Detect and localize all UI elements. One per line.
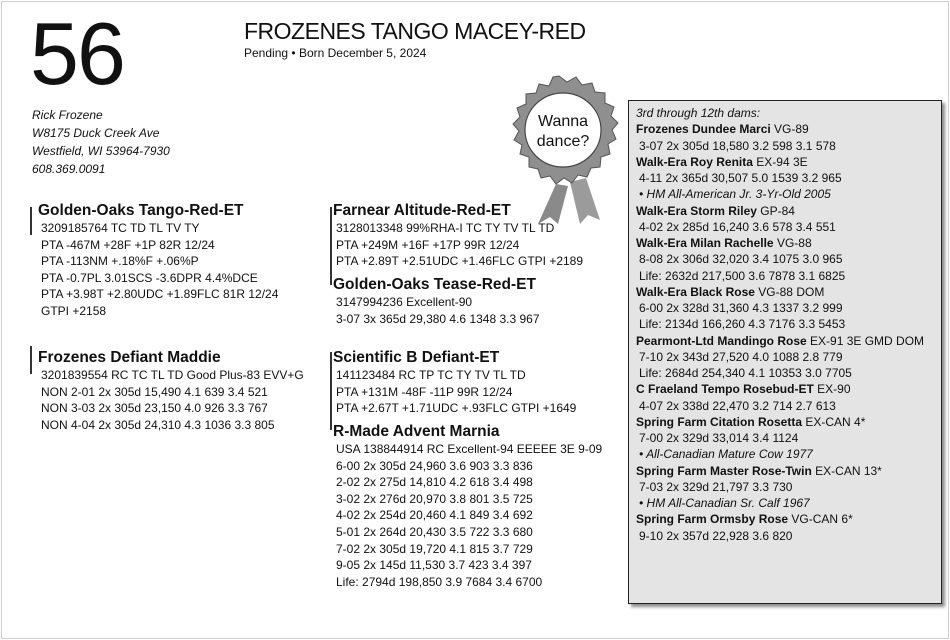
sire-dam-line: 3147994236 Excellent-90 bbox=[336, 295, 473, 309]
ancestral-dams-box bbox=[628, 100, 942, 604]
consignor-block bbox=[32, 106, 170, 178]
bullet-separator: • bbox=[291, 46, 296, 60]
dam-entry-record: 8-08 2x 306d 32,020 3.4 1075 3.0 965 bbox=[639, 252, 843, 267]
sire-sire-name: Farnear Altitude-Red-ET bbox=[333, 202, 511, 219]
dam-entry-name: Walk-Era Roy Renita EX-94 3E bbox=[636, 154, 808, 169]
dam-entry-score: EX-94 3E bbox=[756, 154, 808, 169]
pedigree-dam-dam bbox=[333, 423, 602, 590]
dams-box-header: 3rd through 12th dams: bbox=[636, 106, 761, 120]
dam-entry-name: Walk-Era Storm Riley GP-84 bbox=[636, 203, 795, 218]
lot-number: 56 bbox=[30, 4, 124, 103]
dam-entry-honor: • All-Canadian Mature Cow 1977 bbox=[639, 447, 813, 462]
dam-entry-name: Walk-Era Black Rose VG-88 DOM bbox=[636, 284, 825, 299]
sire-line: PTA +3.98T +2.80UDC +1.89FLC 81R 12/24 bbox=[41, 287, 279, 302]
dam-line: NON 4-04 2x 305d 24,310 4.3 1036 3.3 805 bbox=[41, 417, 275, 432]
dam-entry-record: 3-07 2x 305d 18,580 3.2 598 3.1 578 bbox=[639, 138, 836, 153]
sire-sire-line: PTA +2.89T +2.51UDC +1.46FLC GTPI +2189 bbox=[336, 254, 584, 269]
dam-entry-score: VG-88 DOM bbox=[758, 284, 825, 299]
dam-entry-score: VG-89 bbox=[774, 122, 809, 137]
dam-line: NON 3-03 2x 305d 23,150 4.0 926 3.3 767 bbox=[41, 401, 268, 416]
consignor-phone: 608.369.0091 bbox=[32, 162, 106, 176]
sire-dam-line: 3-07 3x 365d 29,380 4.6 1348 3.3 967 bbox=[336, 311, 540, 326]
dam-dam-name: R-Made Advent Marnia bbox=[333, 423, 500, 440]
dam-line: NON 2-01 2x 305d 15,490 4.1 639 3.4 521 bbox=[41, 384, 268, 399]
animal-subtitle bbox=[244, 46, 426, 60]
dam-dam-line: 3-02 2x 276d 20,970 3.8 801 3.5 725 bbox=[336, 491, 533, 506]
consignor-name: Rick Frozene bbox=[32, 108, 103, 122]
pedigree-bar-sire-sire bbox=[330, 207, 332, 285]
dam-name: Frozenes Defiant Maddie bbox=[38, 349, 221, 366]
dam-entry-score: VG-88 bbox=[776, 236, 812, 250]
pedigree-dam bbox=[38, 349, 304, 433]
dam-entry-name: Spring Farm Citation Rosetta EX-CAN 4* bbox=[636, 414, 866, 429]
dam-entry-name: Pearmont-Ltd Mandingo Rose EX-91 3E GMD DOM bbox=[636, 333, 925, 348]
pedigree-sire-dam bbox=[333, 276, 540, 327]
dam-entry-lifetime: Life: 2134d 166,260 4.3 7176 3.3 5453 bbox=[639, 317, 846, 332]
dam-entry-honor: • HM All-Canadian Sr. Calf 1967 bbox=[639, 496, 810, 510]
dam-entry-score: EX-90 bbox=[817, 382, 851, 397]
sire-name: Golden-Oaks Tango-Red-ET bbox=[38, 202, 244, 219]
sire-line: GTPI +2158 bbox=[41, 303, 107, 318]
dam-entry-record: 6-00 2x 328d 31,360 4.3 1337 3.2 999 bbox=[639, 301, 843, 315]
sire-dam-name: Golden-Oaks Tease-Red-ET bbox=[333, 276, 536, 293]
pedigree-bar-sire bbox=[30, 207, 32, 235]
sire-sire-line: 3128013348 99%RHA-I TC TY TV TL TD bbox=[336, 221, 555, 235]
dam-entry-record: 4-07 2x 338d 22,470 3.2 714 2.7 613 bbox=[639, 398, 836, 413]
dam-entry-lifetime: Life: 2684d 254,340 4.1 10353 3.0 7705 bbox=[639, 366, 852, 380]
dam-dam-line: 9-05 2x 145d 11,530 3.7 423 3.4 397 bbox=[336, 558, 532, 573]
dam-entry-name: Spring Farm Master Rose-Twin EX-CAN 13* bbox=[636, 463, 882, 478]
dam-entry-record: 7-03 2x 329d 21,797 3.3 730 bbox=[639, 479, 793, 494]
dam-entry-score: EX-91 3E GMD DOM bbox=[810, 333, 925, 348]
dam-entry-record: 9-10 2x 357d 22,928 3.6 820 bbox=[639, 528, 793, 543]
dam-dam-line: USA 138844914 RC Excellent-94 EEEEE 3E 9-09 bbox=[336, 442, 603, 456]
dam-entry-record: 4-02 2x 285d 16,240 3.6 578 3.4 551 bbox=[639, 219, 836, 234]
dam-entry-name: Spring Farm Ormsby Rose VG-CAN 6* bbox=[636, 512, 853, 527]
dam-entry-lifetime: Life: 2632d 217,500 3.6 7878 3.1 6825 bbox=[639, 268, 846, 283]
pedigree-dam-sire bbox=[333, 349, 576, 417]
dam-entry-honor: • HM All-American Jr. 3-Yr-Old 2005 bbox=[639, 187, 831, 202]
dam-dam-line: 4-02 2x 254d 20,460 4.1 849 3.4 692 bbox=[336, 508, 533, 523]
dam-entry-record: 7-10 2x 343d 27,520 4.0 1088 2.8 779 bbox=[639, 349, 843, 364]
consignor-city: Westfield, WI 53964-7930 bbox=[32, 144, 170, 158]
sire-line: PTA -0.7PL 3.01SCS -3.6DPR 4.4%DCE bbox=[41, 270, 258, 285]
dam-entry-record: 4-11 2x 365d 30,507 5.0 1539 3.2 965 bbox=[639, 171, 842, 185]
sire-sire-line: PTA +249M +16F +17P 99R 12/24 bbox=[336, 237, 520, 252]
dam-entry-record: 7-00 2x 329d 33,014 3.4 1124 bbox=[639, 431, 799, 445]
dam-entry-score: EX-CAN 13* bbox=[815, 463, 882, 478]
animal-name: FROZENES TANGO MACEY-RED bbox=[244, 18, 586, 44]
sire-line: PTA -467M +28F +1P 82R 12/24 bbox=[41, 237, 215, 252]
pedigree-sire-sire bbox=[333, 202, 583, 270]
dam-dam-line: 6-00 2x 305d 24,960 3.6 903 3.3 836 bbox=[336, 458, 533, 473]
consignor-address: W8175 Duck Creek Ave bbox=[32, 126, 160, 140]
dam-sire-line: 141123484 RC TP TC TY TV TL TD bbox=[336, 368, 526, 382]
dam-dam-line: 7-02 2x 305d 19,720 4.1 815 3.7 729 bbox=[336, 541, 533, 556]
dam-dam-line: 5-01 2x 264d 20,430 3.5 722 3.3 680 bbox=[336, 524, 533, 539]
dam-dam-line: Life: 2794d 198,850 3.9 7684 3.4 6700 bbox=[336, 574, 543, 589]
dam-entry-score: EX-CAN 4* bbox=[805, 414, 866, 429]
sire-line: 3209185764 TC TD TL TV TY bbox=[41, 221, 200, 235]
dam-entry-score: GP-84 bbox=[760, 203, 795, 218]
dam-entry-name: Walk-Era Milan Rachelle VG-88 bbox=[636, 236, 812, 250]
dam-entry-name: Frozenes Dundee Marci VG-89 bbox=[636, 122, 809, 137]
pedigree-sire bbox=[38, 202, 278, 320]
ribbon-line2: dance? bbox=[536, 133, 590, 150]
dam-sire-name: Scientific B Defiant-ET bbox=[333, 349, 500, 366]
dam-line: 3201839554 RC TC TL TD Good Plus-83 EVV+G bbox=[41, 368, 304, 382]
dam-sire-line: PTA +131M -48F -11P 99R 12/24 bbox=[336, 384, 513, 399]
dam-entry-score: VG-CAN 6* bbox=[791, 512, 853, 527]
dam-sire-line: PTA +2.67T +1.71UDC +.93FLC GTPI +1649 bbox=[336, 401, 577, 416]
pedigree-bar-dam bbox=[30, 346, 32, 374]
dam-dam-line: 2-02 2x 275d 14,810 4.2 618 3.4 498 bbox=[336, 475, 533, 490]
dam-entry-name: C Fraeland Tempo Rosebud-ET EX-90 bbox=[636, 382, 851, 397]
pedigree-bar-dam-sire bbox=[330, 352, 332, 430]
birth-date: Born December 5, 2024 bbox=[298, 46, 427, 60]
sire-line: PTA -113NM +.18%F +.06%P bbox=[41, 254, 199, 269]
status-text: Pending bbox=[244, 46, 289, 60]
ribbon-line1: Wanna bbox=[537, 113, 589, 130]
